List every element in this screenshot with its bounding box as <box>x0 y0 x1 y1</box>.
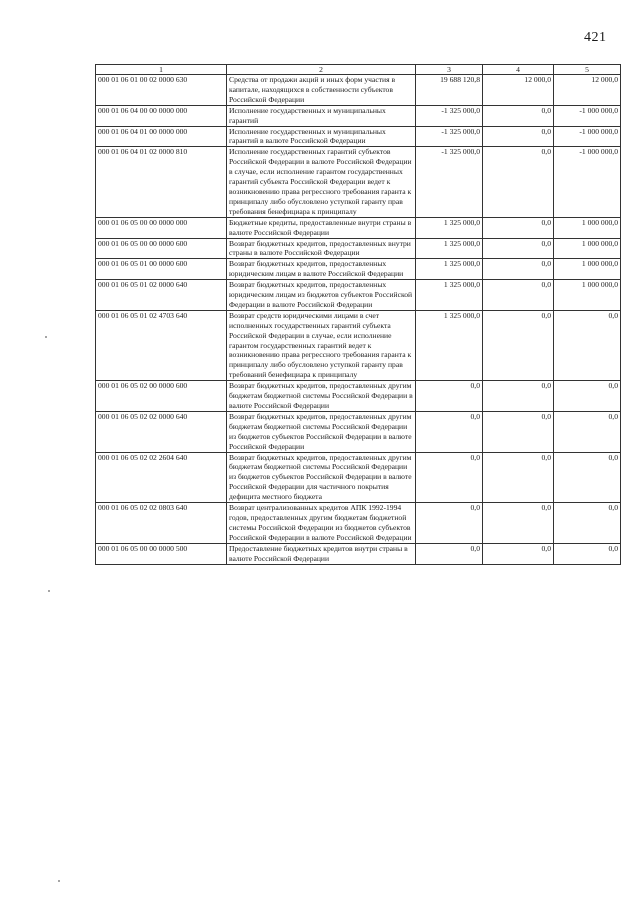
classification-code: 000 01 06 05 01 02 0000 640 <box>96 280 227 311</box>
amount-col4: 0,0 <box>483 126 554 147</box>
amount-col5: 1 000 000,0 <box>554 259 621 280</box>
page-number: 421 <box>584 30 607 45</box>
amount-col3: 1 325 000,0 <box>416 217 483 238</box>
source-name: Исполнение государственных гарантий субъектов Российской Федерации в валюте Российской Федерации в случае, если исполнение гарантом государственных гарантий субъекта Российской Федерации ведет к возникновению права регрессного требования гаранта к принципалу либо обусловлено уступкой гаранту прав требования бенефициара к принципалу <box>227 147 416 217</box>
amount-col5: -1 000 000,0 <box>554 147 621 217</box>
source-name: Возврат бюджетных кредитов, предоставленных юридическим лицам в валюте Российской Федерации <box>227 259 416 280</box>
amount-col5: 12 000,0 <box>554 75 621 106</box>
source-name: Возврат бюджетных кредитов, предоставленных внутри страны в валюте Российской Федерации <box>227 238 416 259</box>
source-name: Возврат средств юридическими лицами в счет исполненных государственных гарантий субъекта Российской Федерации в случае, если исполнение гарантом государственных гарантий ведет к возникновению права регрессного требования гаранта к принципалу либо обусловлено уступкой гаранту прав требований бенефициара к принципалу <box>227 310 416 380</box>
amount-col5: 0,0 <box>554 381 621 412</box>
source-name: Возврат бюджетных кредитов, предоставленных другим бюджетам бюджетной системы Российской Федерации из бюджетов субъектов Российской Федерации в валюте Российской Федерации <box>227 411 416 452</box>
column-header: 5 <box>554 65 621 75</box>
classification-code: 000 01 06 04 00 00 0000 000 <box>96 105 227 126</box>
amount-col3: 0,0 <box>416 503 483 544</box>
column-header: 3 <box>416 65 483 75</box>
amount-col4: 0,0 <box>483 217 554 238</box>
classification-code: 000 01 06 04 01 02 0000 810 <box>96 147 227 217</box>
classification-code: 000 01 06 04 01 00 0000 000 <box>96 126 227 147</box>
table-row <box>96 310 621 380</box>
table-row <box>96 259 621 280</box>
table-row <box>96 543 621 564</box>
amount-col4: 0,0 <box>483 259 554 280</box>
amount-col5: -1 000 000,0 <box>554 105 621 126</box>
amount-col3: 19 688 120,8 <box>416 75 483 106</box>
amount-col3: 1 325 000,0 <box>416 280 483 311</box>
amount-col3: -1 325 000,0 <box>416 126 483 147</box>
source-name: Исполнение государственных и муниципальных гарантий <box>227 105 416 126</box>
source-name: Средства от продажи акций и иных форм участия в капитале, находящихся в собственности субъектов Российской Федерации <box>227 75 416 106</box>
table-row <box>96 147 621 217</box>
table-row <box>96 217 621 238</box>
table-row <box>96 280 621 311</box>
classification-code: 000 01 06 05 00 00 0000 600 <box>96 238 227 259</box>
amount-col4: 0,0 <box>483 543 554 564</box>
amount-col5: 0,0 <box>554 411 621 452</box>
source-name: Бюджетные кредиты, предоставленные внутри страны в валюте Российской Федерации <box>227 217 416 238</box>
table-row <box>96 411 621 452</box>
scan-speck <box>58 880 60 882</box>
table-row <box>96 126 621 147</box>
amount-col3: 1 325 000,0 <box>416 259 483 280</box>
amount-col3: -1 325 000,0 <box>416 105 483 126</box>
amount-col5: 1 000 000,0 <box>554 217 621 238</box>
classification-code: 000 01 06 05 02 02 2604 640 <box>96 452 227 503</box>
classification-code: 000 01 06 05 01 02 4703 640 <box>96 310 227 380</box>
amount-col4: 0,0 <box>483 452 554 503</box>
source-name: Предоставление бюджетных кредитов внутри страны в валюте Российской Федерации <box>227 543 416 564</box>
amount-col4: 0,0 <box>483 503 554 544</box>
amount-col3: 0,0 <box>416 543 483 564</box>
amount-col4: 0,0 <box>483 411 554 452</box>
budget-sources-table <box>95 64 621 565</box>
source-name: Исполнение государственных и муниципальных гарантий в валюте Российской Федерации <box>227 126 416 147</box>
amount-col3: -1 325 000,0 <box>416 147 483 217</box>
table-row <box>96 75 621 106</box>
amount-col4: 0,0 <box>483 147 554 217</box>
scan-speck <box>45 336 47 338</box>
scan-speck <box>48 590 50 592</box>
source-name: Возврат бюджетных кредитов, предоставленных другим бюджетам бюджетной системы Российской Федерации из бюджетов субъектов Российской Федерации в валюте Российской Федерации для частичного покрытия дефицита местного бюджета <box>227 452 416 503</box>
amount-col4: 0,0 <box>483 238 554 259</box>
classification-code: 000 01 06 05 02 00 0000 600 <box>96 381 227 412</box>
amount-col3: 0,0 <box>416 411 483 452</box>
column-header: 2 <box>227 65 416 75</box>
table-row <box>96 503 621 544</box>
table-row <box>96 238 621 259</box>
amount-col4: 0,0 <box>483 381 554 412</box>
classification-code: 000 01 06 05 00 00 0000 500 <box>96 543 227 564</box>
amount-col3: 0,0 <box>416 381 483 412</box>
classification-code: 000 01 06 05 00 00 0000 000 <box>96 217 227 238</box>
amount-col5: 0,0 <box>554 310 621 380</box>
amount-col5: 0,0 <box>554 503 621 544</box>
source-name: Возврат бюджетных кредитов, предоставленных другим бюджетам бюджетной системы Российской Федерации в валюте Российской Федерации <box>227 381 416 412</box>
amount-col5: 1 000 000,0 <box>554 280 621 311</box>
column-number-header-row <box>96 65 621 75</box>
amount-col4: 0,0 <box>483 105 554 126</box>
amount-col5: 0,0 <box>554 452 621 503</box>
amount-col3: 1 325 000,0 <box>416 238 483 259</box>
amount-col4: 12 000,0 <box>483 75 554 106</box>
amount-col3: 1 325 000,0 <box>416 310 483 380</box>
source-name: Возврат централизованных кредитов АПК 1992-1994 годов, предоставленных другим бюджетам бюджетной системы Российской Федерации из бюджетов субъектов Российской Федерации в валюте Российской Федерации <box>227 503 416 544</box>
classification-code: 000 01 06 05 02 02 0803 640 <box>96 503 227 544</box>
classification-code: 000 01 06 05 01 00 0000 600 <box>96 259 227 280</box>
amount-col4: 0,0 <box>483 310 554 380</box>
source-name: Возврат бюджетных кредитов, предоставленных юридическим лицам из бюджетов субъектов Российской Федерации в валюте Российской Федерации <box>227 280 416 311</box>
amount-col3: 0,0 <box>416 452 483 503</box>
column-header: 1 <box>96 65 227 75</box>
classification-code: 000 01 06 01 00 02 0000 630 <box>96 75 227 106</box>
table-row <box>96 381 621 412</box>
table-row <box>96 452 621 503</box>
column-header: 4 <box>483 65 554 75</box>
amount-col4: 0,0 <box>483 280 554 311</box>
amount-col5: 1 000 000,0 <box>554 238 621 259</box>
amount-col5: -1 000 000,0 <box>554 126 621 147</box>
amount-col5: 0,0 <box>554 543 621 564</box>
table-row <box>96 105 621 126</box>
classification-code: 000 01 06 05 02 02 0000 640 <box>96 411 227 452</box>
